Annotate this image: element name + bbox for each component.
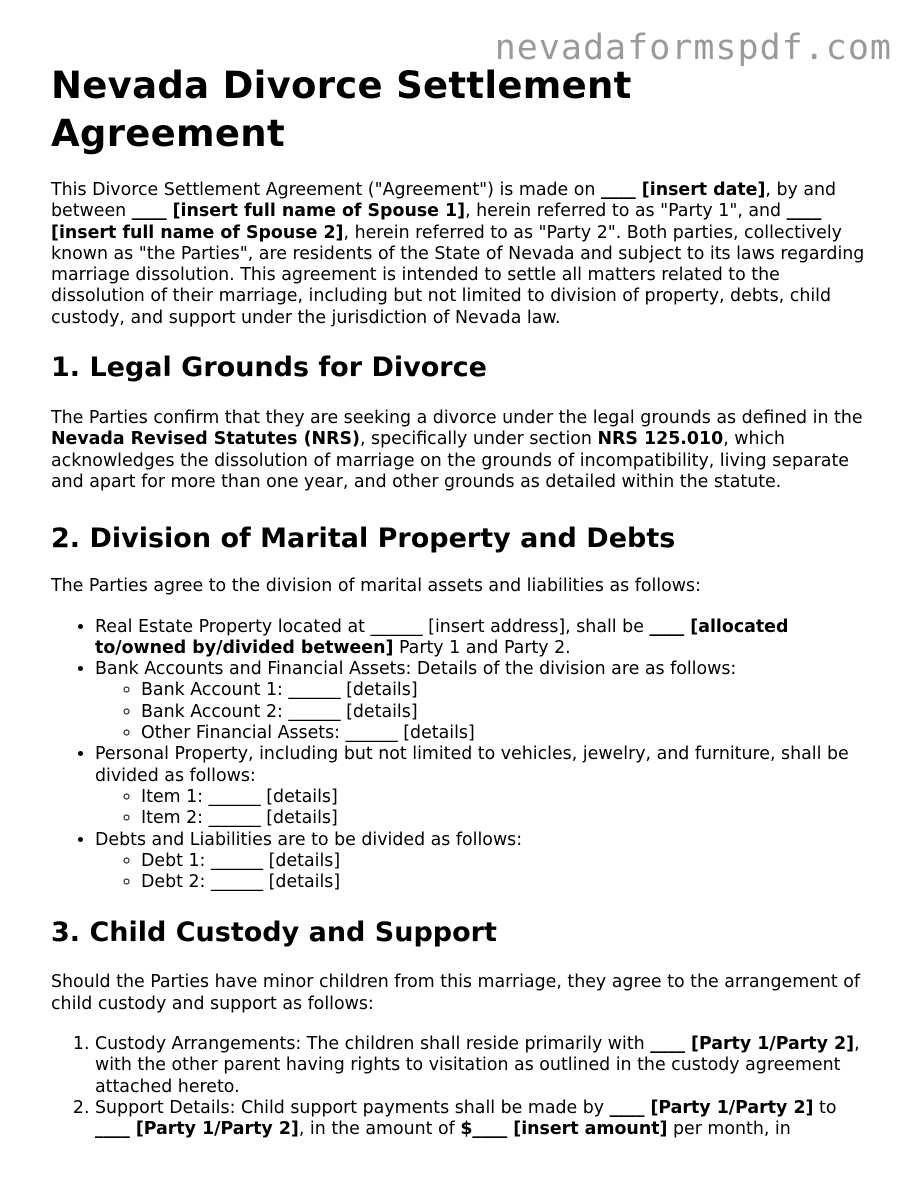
intro-text-2: , by and between [51, 180, 837, 222]
payer-party-field: ____ [Party 1/Party 2] [609, 1097, 814, 1118]
nrs-section: NRS 125.010 [597, 429, 724, 450]
sub-list-item: ◦ Debt 2: ______ [details] [141, 872, 871, 893]
section3-intro: Should the Parties have minor children from this marriage, they agree to the arrangement of child custody and support as follows: [51, 972, 861, 1014]
support-text-2: to [813, 1097, 837, 1118]
document-title: Nevada Divorce Settlement Agreement [51, 64, 632, 155]
list-item-support [95, 1098, 871, 1141]
bank-sublist [95, 680, 871, 744]
section2-intro: The Parties agree to the division of marital assets and liabilities as follows: [51, 576, 701, 597]
real-estate-text-1: Real Estate Property located at ______ [insert address], shall be [95, 616, 650, 637]
list-item-personal-property [95, 744, 871, 829]
debts-text: Debts and Liabilities are to be divided as follows: [95, 829, 523, 850]
support-text-4: per month, in [667, 1119, 791, 1140]
sub-list-item: ◦ Other Financial Assets: ______ [details] [141, 723, 871, 744]
bank-accounts-text: Bank Accounts and Financial Assets: Details of the division are as follows: [95, 659, 737, 680]
section1-paragraph [51, 408, 871, 493]
list-item-debts [95, 830, 871, 894]
amount-field: $____ [insert amount] [460, 1119, 668, 1140]
spouse1-name-field: ____ [insert full name of Spouse 1] [131, 201, 466, 222]
sub-list-item: ◦ Item 1: ______ [details] [141, 787, 871, 808]
nrs-reference: Nevada Revised Statutes (NRS) [51, 429, 360, 450]
custody-party-field: ____ [Party 1/Party 2] [650, 1034, 855, 1055]
sub-list-item: ◦ Debt 1: ______ [details] [141, 851, 871, 872]
section1-text-1: The Parties confirm that they are seeking a divorce under the legal grounds as defined in the [51, 408, 863, 429]
sub-list-item: ◦ Bank Account 2: ______ [details] [141, 702, 871, 723]
custody-text-1: Custody Arrangements: The children shall reside primarily with [95, 1034, 651, 1055]
list-item-bank-accounts [95, 659, 871, 744]
support-text-3: , in the amount of [298, 1119, 461, 1140]
section1-heading: 1. Legal Grounds for Divorce [51, 352, 487, 384]
allocation-field: ____ [allocated to/owned by/divided between] [95, 616, 789, 658]
real-estate-text-2: Party 1 and Party 2. [393, 637, 571, 658]
sub-list-item: ◦ Item 2: ______ [details] [141, 808, 871, 829]
spouse2-name-field: ____ [insert full name of Spouse 2] [51, 201, 822, 243]
section2-heading: 2. Division of Marital Property and Debts [51, 523, 676, 555]
list-item-real-estate [95, 617, 871, 660]
sub-list-item: ◦ Bank Account 1: ______ [details] [141, 680, 871, 701]
debts-sublist [95, 851, 871, 894]
section1-text-2: , specifically under section [359, 429, 598, 450]
section3-heading: 3. Child Custody and Support [51, 917, 497, 949]
support-text-1: Support Details: Child support payments shall be made by [95, 1097, 610, 1118]
personal-property-text: Personal Property, including but not limited to vehicles, jewelry, and furniture, shall be divided as follows: [95, 744, 849, 786]
watermark: nevadaformspdf.com [494, 28, 892, 68]
custody-list [51, 1034, 871, 1140]
document-page [51, 62, 871, 1141]
section1-text-3: , which acknowledges the dissolution of marriage on the grounds of incompatibility, living separate and apart for more than one year, and other grounds as detailed within the statute. [51, 429, 849, 492]
property-list [51, 617, 871, 894]
list-item-custody [95, 1034, 871, 1098]
intro-text-4: , herein referred to as "Party 2". Both parties, collectively known as "the Parties", are residents of the State of Nevada and subject to its laws regarding marriage dissolution. This agreement is intended to settle all matters related to the dissolution of their marriage, including but not limited to division of property, debts, child custody, and support under the jurisdiction of Nevada law. [51, 222, 865, 328]
intro-paragraph [51, 180, 871, 329]
intro-text-3: , herein referred to as "Party 1", and [465, 201, 787, 222]
custody-text-2: , with the other parent having rights to visitation as outlined in the custody agreement attached hereto. [95, 1034, 860, 1097]
intro-text-1: This Divorce Settlement Agreement ("Agreement") is made on [51, 180, 601, 200]
payee-party-field: ____ [Party 1/Party 2] [95, 1119, 299, 1140]
personal-sublist [95, 787, 871, 830]
insert-date-field: ____ [insert date] [600, 180, 766, 200]
